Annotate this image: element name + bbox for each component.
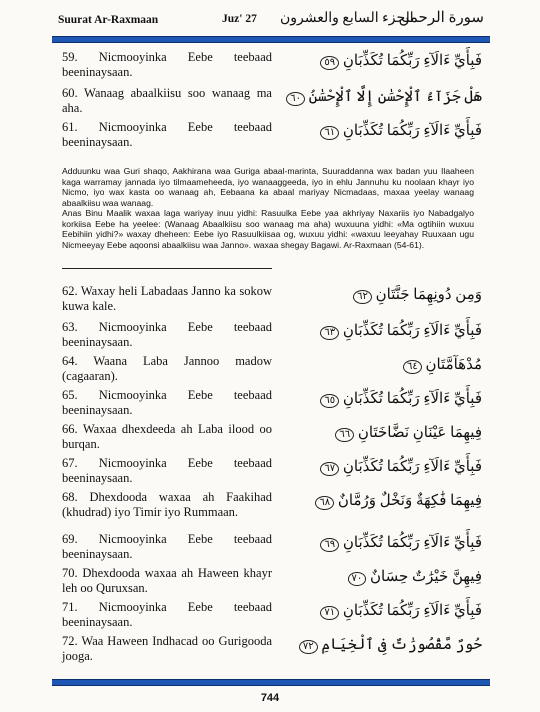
verse-arabic: فَبِأَيِّ ءَالَآءِ رَبِّكُمَا تُكَذِّبَانِ ٥٩ bbox=[282, 50, 482, 72]
verse-text: Waxay heli Labadaas Janno ka sokow kuwa kale. bbox=[62, 284, 272, 313]
verse-end-marker: ٦٦ bbox=[335, 428, 354, 442]
verse-number: 65. bbox=[62, 388, 78, 402]
verse-text: Nicmooyinka Eebe teebaad beeninaysaan. bbox=[62, 456, 272, 485]
arabic-juz-label: الجزء السابع والعشرون bbox=[280, 11, 414, 26]
verse-arabic: فِيهِمَا فَٰكِهَةٌ وَنَخْلٌ وَرُمَّانٌ ٦٨ bbox=[282, 490, 482, 512]
verse-number: 69. bbox=[62, 532, 78, 546]
page-number: 744 bbox=[260, 692, 280, 704]
verse-end-marker: ٦٠ bbox=[286, 92, 305, 106]
verse-end-marker: ٦٧ bbox=[320, 462, 339, 476]
commentary-paragraph: Adduunku waa Guri shaqo, Aakhirana waa Guriga abaal-marinta, Suuraddanna wax badan yuu Ilaaheen kaga warramay jannada iyo tilmaameheeda, iyo wanaaggeeda, iyo in ehlu Jannuhu ku noolaan khayr iyo Nicmo, iyo wax kasta oo wanaag ah, Eebaana ka abaal mariyay Nicmadaas, maxaa yeelay wanaag abaalkiisu waa wanaag. bbox=[62, 166, 474, 208]
verse-translation bbox=[62, 86, 272, 116]
juz-label: Juz' 27 bbox=[222, 13, 257, 25]
surah-title: Suurat Ar-Raxmaan bbox=[58, 14, 159, 26]
verse-number: 72. bbox=[62, 634, 78, 648]
verse-text: Nicmooyinka Eebe teebaad beeninaysaan. bbox=[62, 600, 272, 629]
verse-arabic: فَبِأَيِّ ءَالَآءِ رَبِّكُمَا تُكَذِّبَانِ ٦٣ bbox=[282, 320, 482, 342]
verse-end-marker: ٦٣ bbox=[320, 326, 339, 340]
verse-end-marker: ٦٥ bbox=[320, 394, 339, 408]
verse-arabic: فِيهِنَّ خَيْرَٰتٌ حِسَانٌ ٧٠ bbox=[282, 566, 482, 588]
verse-number: 62. bbox=[62, 284, 78, 298]
verse-number: 70. bbox=[62, 566, 78, 580]
verse-translation bbox=[62, 600, 272, 630]
verse-arabic: مُدْهَآمَّتَانِ ٦٤ bbox=[282, 354, 482, 376]
verse-number: 60. bbox=[62, 86, 78, 100]
verse-text: Dhexdooda waxaa ah Faakihad (khudrad) iyo Timir iyo Rummaan. bbox=[62, 490, 273, 519]
verse-translation bbox=[62, 422, 272, 452]
verse-number: 66. bbox=[62, 422, 78, 436]
verse-text: Nicmooyinka Eebe teebaad beeninaysaan. bbox=[62, 320, 272, 349]
verse-translation bbox=[62, 532, 272, 562]
verse-translation bbox=[62, 284, 272, 314]
verse-arabic: فَبِأَيِّ ءَالَآءِ رَبِّكُمَا تُكَذِّبَانِ ٦٥ bbox=[282, 388, 482, 410]
verse-arabic: حُورٌ مَّقْصُورَٰتٌ فِى ٱلْخِيَامِ ٧٢ bbox=[282, 634, 482, 656]
verse-arabic: فِيهِمَا عَيْنَانِ نَضَّاخَتَانِ ٦٦ bbox=[282, 422, 482, 444]
verse-arabic: فَبِأَيِّ ءَالَآءِ رَبِّكُمَا تُكَذِّبَانِ ٦٧ bbox=[282, 456, 482, 478]
verse-end-marker: ٧٠ bbox=[348, 572, 367, 586]
verse-end-marker: ٦٨ bbox=[315, 496, 334, 510]
verse-text: Wanaag abaalkiisu soo wanaag ma aha. bbox=[62, 86, 272, 115]
verse-number: 71. bbox=[62, 600, 78, 614]
verse-number: 67. bbox=[62, 456, 78, 470]
arabic-surah-title: سورة الرحمن bbox=[398, 10, 484, 26]
section-divider bbox=[62, 268, 272, 269]
top-divider-bar bbox=[52, 36, 490, 43]
verse-translation bbox=[62, 490, 272, 520]
verse-text: Waana Laba Jannoo madow (cagaaran). bbox=[62, 354, 272, 383]
verse-end-marker: ٧٢ bbox=[299, 640, 318, 654]
verse-arabic: وَمِن دُونِهِمَا جَنَّتَانِ ٦٢ bbox=[282, 284, 482, 306]
verse-arabic: فَبِأَيِّ ءَالَآءِ رَبِّكُمَا تُكَذِّبَانِ ٧١ bbox=[282, 600, 482, 622]
verse-number: 61. bbox=[62, 120, 78, 134]
verse-arabic: هَلْ جَزَآءُ ٱلْإِحْسَٰنِ إِلَّا ٱلْإِحْسَٰنُ ٦٠ bbox=[282, 86, 482, 108]
verse-number: 63. bbox=[62, 320, 78, 334]
bottom-divider-bar bbox=[52, 679, 490, 686]
verse-arabic: فَبِأَيِّ ءَالَآءِ رَبِّكُمَا تُكَذِّبَانِ ٦١ bbox=[282, 120, 482, 142]
verse-text: Nicmooyinka Eebe teebaad beeninaysaan. bbox=[62, 532, 272, 561]
verse-text: Dhexdooda waxaa ah Haween khayr leh oo Quruxsan. bbox=[62, 566, 272, 595]
verse-text: Waa Haween Indhacad oo Gurigooda jooga. bbox=[62, 634, 273, 663]
verse-number: 59. bbox=[62, 50, 78, 64]
verse-translation bbox=[62, 320, 272, 350]
commentary-paragraph: Anas Binu Maalik waxaa laga wariyay inuu yidhi: Rasuulka Eebe yaa akhriyay Naxariis iyo Nabadgalyo korkiisa Eebe ha yeelee: (Wanaag Abaalkiisu soo wanaag ma aha) wuxuuna yidhi: «Ma ogtihiin wuxuu Eebihiin yidhi?» waxay dheheen: Eebe iyo Rasuulkiisaa og, wuxuu yidhi: «waxuu leeyahay Ruuxaan ugu Nicmeeyay Eebe aqoonsi abaalkiisu waa Janno». waxaa shegay Bagawi. Ar-Raxmaan (54-61). bbox=[62, 208, 474, 250]
page-header bbox=[50, 8, 490, 32]
verse-end-marker: ٧١ bbox=[320, 606, 339, 620]
verse-number: 68. bbox=[62, 490, 78, 504]
verse-text: Nicmooyinka Eebe teebaad beeninaysaan. bbox=[62, 120, 272, 149]
verse-translation bbox=[62, 388, 272, 418]
verse-translation bbox=[62, 50, 272, 80]
verse-translation bbox=[62, 456, 272, 486]
verse-text: Nicmooyinka Eebe teebaad beeninaysaan. bbox=[62, 50, 272, 79]
verse-end-marker: ٦٢ bbox=[353, 290, 372, 304]
verse-number: 64. bbox=[62, 354, 78, 368]
verse-translation bbox=[62, 354, 272, 384]
verse-text: Waxaa dhexdeeda ah Laba ilood oo burqan. bbox=[62, 422, 273, 451]
verse-translation bbox=[62, 120, 272, 150]
verse-end-marker: ٦٤ bbox=[403, 360, 422, 374]
verse-end-marker: ٦٩ bbox=[320, 538, 339, 552]
commentary-block bbox=[62, 166, 474, 250]
verse-arabic: فَبِأَيِّ ءَالَآءِ رَبِّكُمَا تُكَذِّبَانِ ٦٩ bbox=[282, 532, 482, 554]
verse-end-marker: ٦١ bbox=[320, 126, 339, 140]
verse-text: Nicmooyinka Eebe teebaad beeninaysaan. bbox=[62, 388, 272, 417]
verse-end-marker: ٥٩ bbox=[320, 56, 339, 70]
verse-translation bbox=[62, 634, 272, 664]
verse-translation bbox=[62, 566, 272, 596]
